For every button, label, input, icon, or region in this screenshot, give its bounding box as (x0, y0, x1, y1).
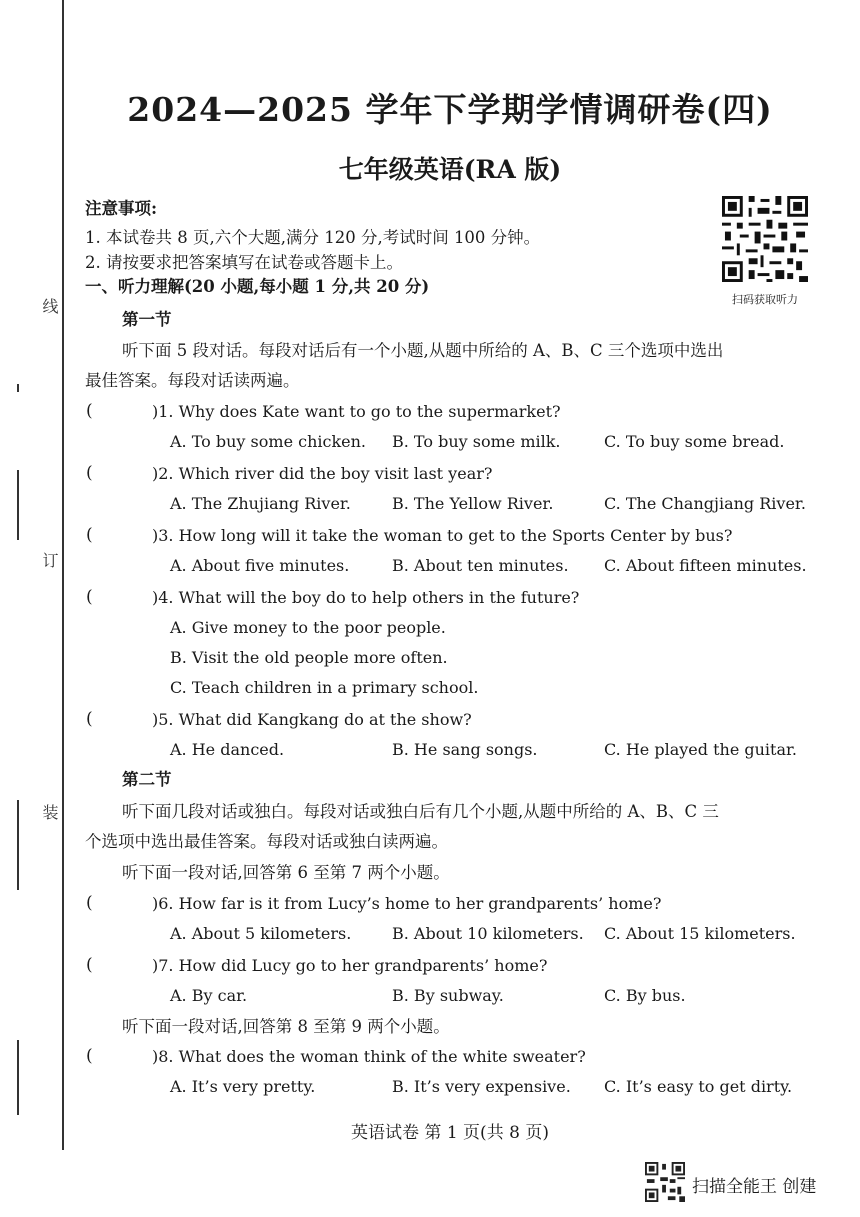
question-2-option-b: B. The Yellow River. (392, 494, 554, 513)
question-6-option-a: A. About 5 kilometers. (170, 924, 352, 943)
margin-mark (17, 1040, 19, 1115)
answer-blank-open: ( (86, 955, 93, 975)
section1-heading: 第一节 (122, 310, 172, 329)
scanner-qr-icon (645, 1162, 685, 1202)
section1-instruction-cont: 最佳答案。每段对话读两遍。 (85, 371, 300, 390)
question-5-option-c: C. He played the guitar. (604, 740, 797, 759)
question-8-option-c: C. It’s easy to get dirty. (604, 1077, 793, 1096)
dialogue-intro-6-7: 听下面一段对话,回答第 6 至第 7 两个小题。 (122, 863, 450, 882)
answer-blank-open: ( (86, 893, 93, 913)
question-7-option-a: A. By car. (170, 986, 248, 1005)
margin-label-zhuang: 装 (40, 804, 59, 820)
margin-label-ding: 订 (40, 552, 59, 568)
answer-blank-open: ( (86, 587, 93, 607)
section2-instruction: 听下面几段对话或独白。每段对话或独白后有几个小题,从题中所给的 A、B、C 三 (122, 802, 719, 821)
margin-label-xian: 线 (40, 298, 59, 314)
qr-caption: 扫码获取听力 (732, 293, 798, 306)
dialogue-intro-8-9: 听下面一段对话,回答第 8 至第 9 两个小题。 (122, 1017, 450, 1036)
scanner-watermark: 扫描全能王 创建 (692, 1177, 817, 1197)
question-8-stem: )8. What does the woman think of the white sweater? (152, 1047, 586, 1066)
margin-mark (17, 800, 19, 890)
question-3-stem: )3. How long will it take the woman to get to the Sports Center by bus? (152, 526, 733, 545)
answer-blank-open: ( (86, 401, 93, 421)
question-4-option-a: A. Give money to the poor people. (170, 618, 446, 637)
page-title: 2024—2025 学年下学期学情调研卷(四) (127, 90, 773, 129)
part1-heading: 一、听力理解(20 小题,每小题 1 分,共 20 分) (85, 277, 430, 296)
question-6-option-c: C. About 15 kilometers. (604, 924, 796, 943)
page-subtitle: 七年级英语(RA 版) (338, 155, 562, 184)
answer-blank-open: ( (86, 463, 93, 483)
margin-mark (17, 470, 19, 540)
question-1-option-b: B. To buy some milk. (392, 432, 561, 451)
binding-line (62, 0, 64, 1150)
question-1-option-a: A. To buy some chicken. (170, 432, 367, 451)
notes-heading: 注意事项: (85, 199, 158, 218)
section1-instruction: 听下面 5 段对话。每段对话后有一个小题,从题中所给的 A、B、C 三个选项中选出 (122, 341, 724, 360)
question-5-option-b: B. He sang songs. (392, 740, 538, 759)
question-7-option-c: C. By bus. (604, 986, 686, 1005)
question-3-option-b: B. About ten minutes. (392, 556, 569, 575)
margin-mark (17, 384, 19, 392)
question-1-stem: )1. Why does Kate want to go to the supermarket? (152, 402, 561, 421)
page-footer: 英语试卷 第 1 页(共 8 页) (351, 1123, 549, 1143)
section2-heading: 第二节 (122, 770, 172, 789)
question-8-option-a: A. It’s very pretty. (170, 1077, 316, 1096)
note-item-2: 2. 请按要求把答案填写在试卷或答题卡上。 (85, 253, 403, 272)
question-4-option-b: B. Visit the old people more often. (170, 648, 448, 667)
note-item-1: 1. 本试卷共 8 页,六个大题,满分 120 分,考试时间 100 分钟。 (85, 228, 541, 247)
question-6-option-b: B. About 10 kilometers. (392, 924, 584, 943)
question-1-option-c: C. To buy some bread. (604, 432, 785, 451)
question-6-stem: )6. How far is it from Lucy’s home to her grandparents’ home? (152, 894, 662, 913)
question-5-stem: )5. What did Kangkang do at the show? (152, 710, 472, 729)
question-4-stem: )4. What will the boy do to help others in the future? (152, 588, 580, 607)
answer-blank-open: ( (86, 525, 93, 545)
question-5-option-a: A. He danced. (170, 740, 285, 759)
question-2-option-c: C. The Changjiang River. (604, 494, 806, 513)
answer-blank-open: ( (86, 709, 93, 729)
qr-code-icon (722, 196, 808, 282)
question-2-option-a: A. The Zhujiang River. (170, 494, 351, 513)
question-2-stem: )2. Which river did the boy visit last year? (152, 464, 493, 483)
question-4-option-c: C. Teach children in a primary school. (170, 678, 479, 697)
question-3-option-c: C. About fifteen minutes. (604, 556, 807, 575)
question-7-option-b: B. By subway. (392, 986, 504, 1005)
section2-instruction-cont: 个选项中选出最佳答案。每段对话或独白读两遍。 (85, 832, 448, 851)
question-7-stem: )7. How did Lucy go to her grandparents’ home? (152, 956, 548, 975)
answer-blank-open: ( (86, 1046, 93, 1066)
question-3-option-a: A. About five minutes. (170, 556, 350, 575)
question-8-option-b: B. It’s very expensive. (392, 1077, 571, 1096)
